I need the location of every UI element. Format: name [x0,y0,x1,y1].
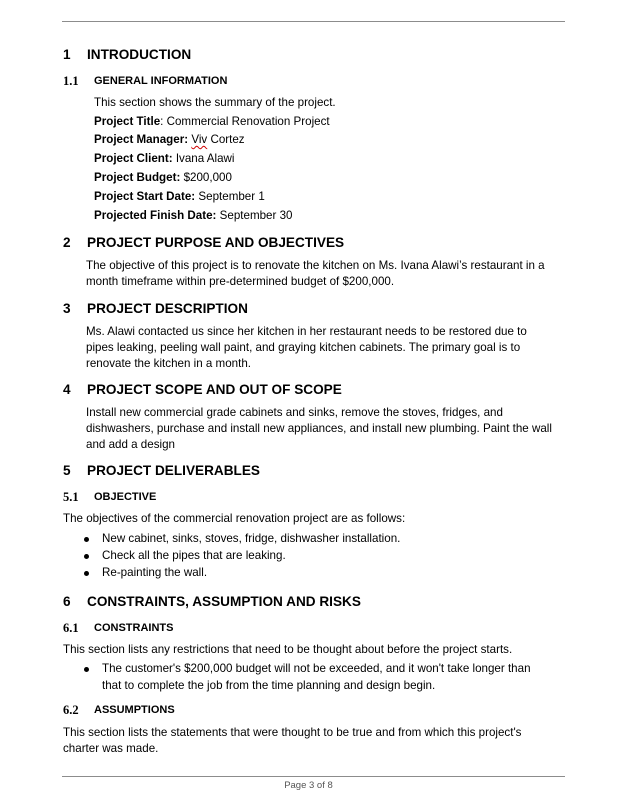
objectives-intro: The objectives of the commercial renovation project are as follows: [63,512,406,525]
list-item: New cabinet, sinks, stoves, fridge, dishwasher installation. [102,532,401,545]
section-title: PROJECT DESCRIPTION [87,301,248,316]
spellcheck-flagged-word: Viv [191,133,208,146]
constraints-intro: This section lists any restrictions that need to be thought about before the project starts. [63,643,513,656]
section-title: CONSTRAINTS, ASSUMPTION AND RISKS [87,594,361,609]
subsection-title: ASSUMPTIONS [94,704,175,716]
section-title: PROJECT DELIVERABLES [87,463,260,478]
section-number: 6 [63,594,71,609]
paragraph-line: and add a design [86,438,175,451]
page-number: Page 3 of 8 [284,780,333,791]
section-number: 1 [63,47,71,62]
field-start-date [94,189,265,205]
subsection-title: OBJECTIVE [94,491,157,503]
list-item: Re-painting the wall. [102,566,208,579]
header-rule [62,21,565,22]
subsection-number: 6.2 [63,703,79,717]
bullet-dot [84,537,89,542]
field-value: Ivana Alawi [175,152,235,165]
field-label: Project Manager: [94,133,189,146]
section-number: 2 [63,235,71,250]
field-label: Project Budget: [94,171,181,184]
field-value: September 30 [219,209,293,222]
field-value: September 1 [198,190,265,203]
paragraph-line: Install new commercial grade cabinets and sinks, remove the stoves, fridges, and [86,406,503,419]
field-label: Project Client: [94,152,173,165]
subsection-number: 1.1 [63,74,79,88]
section-number: 5 [63,463,71,478]
paragraph-line: pipes leaking, peeling wall paint, and graying kitchen cabinets. The primary goal is to [86,341,521,354]
subsection-title: CONSTRAINTS [94,622,174,634]
bullet-dot [84,667,89,672]
paragraph-line: renovate the kitchen in a month. [86,357,251,370]
section-title: INTRODUCTION [87,47,192,62]
list-item-line: that to complete the job from the time planning and design begin. [102,679,436,692]
field-value: Commercial Renovation Project [166,115,330,128]
field-project-manager [94,132,245,148]
field-value: $200,000 [183,171,232,184]
field-project-budget [94,170,232,186]
bullet-dot [84,571,89,576]
subsection-number: 6.1 [63,621,79,635]
field-separator: : [160,115,167,128]
field-project-title [94,114,330,130]
paragraph-line: month timeframe within pre-determined budget of $200,000. [86,275,395,288]
paragraph-line: This section lists the statements that were thought to be true and from which this project's [63,726,522,739]
paragraph-line: charter was made. [63,742,159,755]
section-number: 4 [63,382,71,397]
general-info-intro: This section shows the summary of the project. [94,96,336,109]
paragraph-line: dishwashers, purchase and install new appliances, and install new plumbing. Paint the wall [86,422,552,435]
field-label: Project Start Date: [94,190,196,203]
section-number: 3 [63,301,71,316]
field-label: Projected Finish Date: [94,209,217,222]
section-title: PROJECT SCOPE AND OUT OF SCOPE [87,382,342,397]
footer-rule [62,776,565,777]
section-title: PROJECT PURPOSE AND OBJECTIVES [87,235,345,250]
list-item-line: The customer's $200,000 budget will not be exceeded, and it won't take longer than [102,662,531,675]
field-value: Cortez [207,133,245,146]
field-project-client [94,151,234,167]
list-item: Check all the pipes that are leaking. [102,549,286,562]
field-finish-date [94,208,292,224]
subsection-number: 5.1 [63,490,79,504]
paragraph-line: The objective of this project is to renovate the kitchen on Ms. Ivana Alawi’s restaurant in a [86,259,545,272]
bullet-dot [84,554,89,559]
field-label: Project Title [94,115,161,128]
paragraph-line: Ms. Alawi contacted us since her kitchen in her restaurant needs to be restored due to [86,325,527,338]
subsection-title: GENERAL INFORMATION [94,75,228,87]
